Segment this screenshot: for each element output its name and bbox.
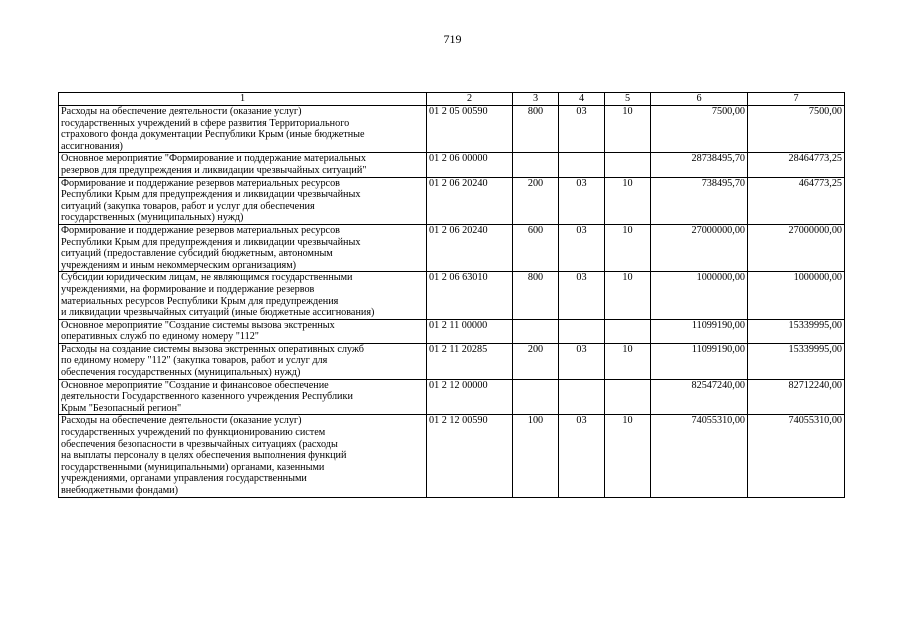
row-name-cell xyxy=(59,343,427,379)
expense-type-code: 600 xyxy=(513,224,559,271)
table-row xyxy=(59,343,845,379)
table-row xyxy=(59,319,845,343)
section-code: 03 xyxy=(559,106,605,153)
subsection-code: 10 xyxy=(605,106,651,153)
expense-type-code: 800 xyxy=(513,272,559,319)
row-name: Расходы на обеспечение деятельности (оказание услуг) государственных учреждений по функционированию систем обеспечения безопасности в чрезвычайных ситуациях (расходы на выплаты персоналу в целях обеспечения выполнения функций государственными (муниципальными) органами, казенными учреждениями, органами управления государственными внебюджетными фондами) xyxy=(61,415,347,496)
expense-type-code xyxy=(513,379,559,415)
page-number: 719 xyxy=(443,32,462,46)
table-row xyxy=(59,379,845,415)
amount-column-7: 82712240,00 xyxy=(748,379,845,415)
table-row xyxy=(59,106,845,153)
subsection-code xyxy=(605,153,651,177)
table-row xyxy=(59,153,845,177)
row-name: Основное мероприятие "Формирование и поддержание материальных резервов для предупреждения и ликвидации чрезвычайных ситуаций" xyxy=(61,153,367,176)
section-code: 03 xyxy=(559,415,605,497)
table-row xyxy=(59,224,845,271)
amount-column-7: 27000000,00 xyxy=(748,224,845,271)
amount-column-7: 464773,25 xyxy=(748,177,845,224)
subsection-code xyxy=(605,379,651,415)
target-article-code: 01 2 06 63010 xyxy=(427,272,513,319)
subsection-code: 10 xyxy=(605,415,651,497)
row-name-cell xyxy=(59,272,427,319)
amount-column-7: 28464773,25 xyxy=(748,153,845,177)
amount-column-6: 82547240,00 xyxy=(651,379,748,415)
table-row xyxy=(59,415,845,497)
row-name-cell xyxy=(59,153,427,177)
expense-type-code: 100 xyxy=(513,415,559,497)
target-article-code: 01 2 12 00590 xyxy=(427,415,513,497)
target-article-code: 01 2 11 20285 xyxy=(427,343,513,379)
amount-column-6: 27000000,00 xyxy=(651,224,748,271)
amount-column-6: 7500,00 xyxy=(651,106,748,153)
expense-type-code: 200 xyxy=(513,343,559,379)
row-name-cell xyxy=(59,224,427,271)
expense-type-code xyxy=(513,319,559,343)
budget-table xyxy=(58,92,845,498)
amount-column-7: 74055310,00 xyxy=(748,415,845,497)
section-code: 03 xyxy=(559,343,605,379)
target-article-code: 01 2 06 20240 xyxy=(427,177,513,224)
row-name: Формирование и поддержание резервов материальных ресурсов Республики Крым для предупреждения и ликвидации чрезвычайных ситуаций (закупка товаров, работ и услуг для обеспечения государственных (муниципальных) нужд) xyxy=(61,177,361,224)
column-header: 6 xyxy=(651,93,748,106)
column-header: 4 xyxy=(559,93,605,106)
target-article-code: 01 2 11 00000 xyxy=(427,319,513,343)
table-row xyxy=(59,177,845,224)
subsection-code xyxy=(605,319,651,343)
target-article-code: 01 2 06 00000 xyxy=(427,153,513,177)
column-header: 1 xyxy=(59,93,427,106)
target-article-code: 01 2 06 20240 xyxy=(427,224,513,271)
row-name-cell xyxy=(59,106,427,153)
row-name-cell xyxy=(59,177,427,224)
row-name: Субсидии юридическим лицам, не являющимся государственными учреждениями, на формирование и поддержание резервов материальных ресурсов Республики Крым для предупреждения и ликвидации чрезвычайных ситуаций (иные бюджетные ассигнования) xyxy=(61,272,375,319)
row-name-cell xyxy=(59,379,427,415)
expense-type-code: 800 xyxy=(513,106,559,153)
row-name: Основное мероприятие "Создание и финансовое обеспечение деятельности Государственного казенного учреждения Республики Крым "Безопасный регион" xyxy=(61,379,353,414)
amount-column-7: 7500,00 xyxy=(748,106,845,153)
amount-column-6: 74055310,00 xyxy=(651,415,748,497)
subsection-code: 10 xyxy=(605,343,651,379)
row-name: Основное мероприятие "Создание системы вызова экстренных оперативных служб по единому номеру "112" xyxy=(61,319,335,343)
target-article-code: 01 2 05 00590 xyxy=(427,106,513,153)
amount-column-6: 11099190,00 xyxy=(651,343,748,379)
expense-type-code xyxy=(513,153,559,177)
row-name: Формирование и поддержание резервов материальных ресурсов Республики Крым для предупреждения и ликвидации чрезвычайных ситуаций (предоставление субсидий бюджетным, автономным учреждениям и иным некоммерческим организациям) xyxy=(61,224,361,271)
column-header: 2 xyxy=(427,93,513,106)
amount-column-6: 738495,70 xyxy=(651,177,748,224)
amount-column-7: 15339995,00 xyxy=(748,319,845,343)
amount-column-6: 11099190,00 xyxy=(651,319,748,343)
column-header: 5 xyxy=(605,93,651,106)
table-row xyxy=(59,272,845,319)
target-article-code: 01 2 12 00000 xyxy=(427,379,513,415)
row-name-cell xyxy=(59,415,427,497)
section-code: 03 xyxy=(559,224,605,271)
expense-type-code: 200 xyxy=(513,177,559,224)
section-code: 03 xyxy=(559,177,605,224)
column-header: 3 xyxy=(513,93,559,106)
row-name: Расходы на создание системы вызова экстренных оперативных служб по единому номеру "112" (закупка товаров, работ и услуг для обеспечения государственных (муниципальных) нужд) xyxy=(61,343,364,379)
subsection-code: 10 xyxy=(605,177,651,224)
section-code xyxy=(559,319,605,343)
section-code: 03 xyxy=(559,272,605,319)
amount-column-6: 1000000,00 xyxy=(651,272,748,319)
row-name: Расходы на обеспечение деятельности (оказание услуг) государственных учреждений в сфере развития Территориального страхового фонда документации Республики Крым (иные бюджетные ассигнования) xyxy=(61,106,365,152)
section-code xyxy=(559,153,605,177)
row-name-cell xyxy=(59,319,427,343)
section-code xyxy=(559,379,605,415)
amount-column-7: 1000000,00 xyxy=(748,272,845,319)
subsection-code: 10 xyxy=(605,272,651,319)
amount-column-7: 15339995,00 xyxy=(748,343,845,379)
amount-column-6: 28738495,70 xyxy=(651,153,748,177)
subsection-code: 10 xyxy=(605,224,651,271)
header-row xyxy=(59,93,845,106)
column-header: 7 xyxy=(748,93,845,106)
